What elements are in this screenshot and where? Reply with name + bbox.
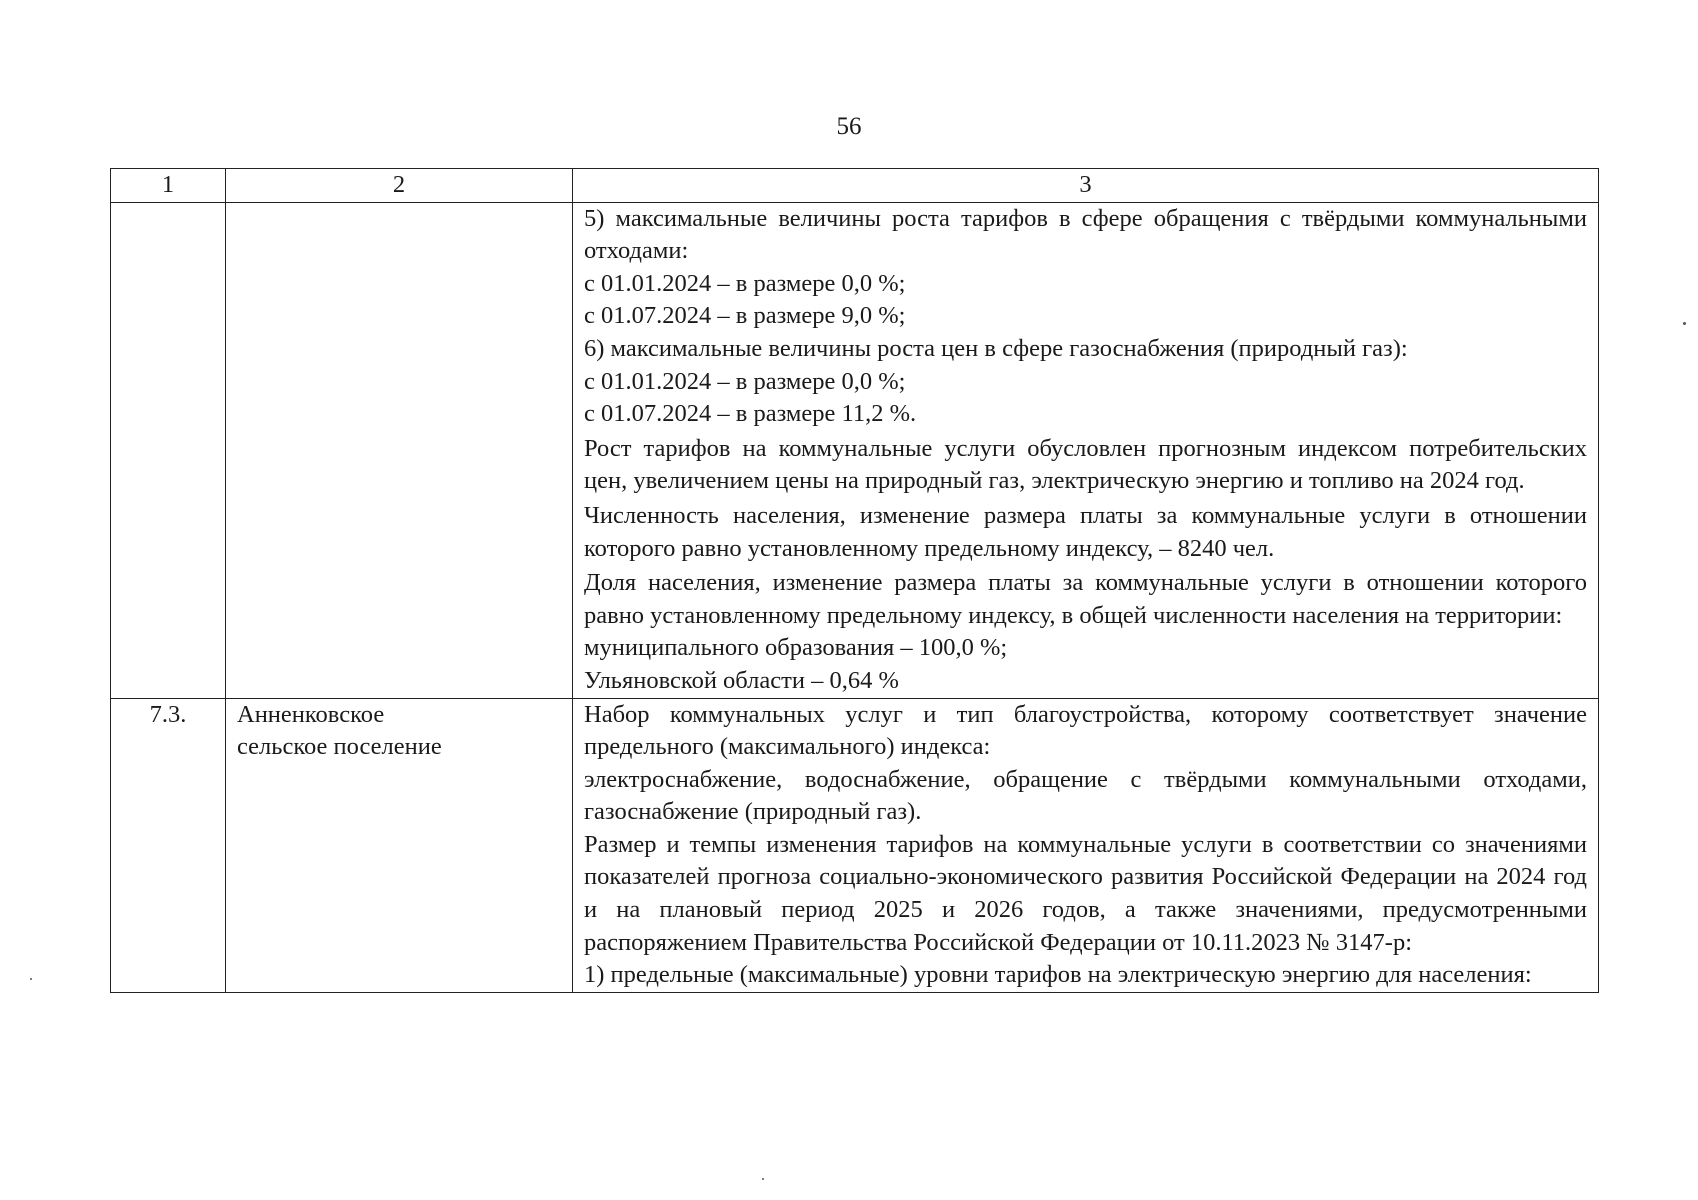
text-paragraph: Численность населения, изменение размера платы за коммунальные услуги в отношении которого равно установленному предельному индексу, – 8240 чел. [584,501,1587,562]
settlement-name-line: сельское поселение [237,733,442,761]
table-row [111,202,1599,698]
header-col-3: 3 [573,169,1599,203]
row-number-cell [111,202,226,698]
text-paragraph: Доля населения, изменение размера платы за коммунальные услуги в отношении которого равно установленному предельному индексу, в общей численности населения на территории: [584,569,1587,629]
text-line: с 01.07.2024 – в размере 11,2 %. [584,400,917,428]
text-line: с 01.01.2024 – в размере 0,0 %; [584,269,906,297]
text-line: 6) максимальные величины роста цен в сфере газоснабжения (природный газ): [584,334,1408,362]
row-text-cell [573,202,1599,698]
settlement-name-line: Анненковское [237,700,385,728]
table-header-row [111,169,1599,203]
header-col-2: 2 [226,169,573,203]
text-paragraph: Размер и темпы изменения тарифов на коммунальные услуги в соответствии со значениями показателей прогноза социально-экономического развития Российской Федерации на 2024 год и на плановый период 2025 и 2026 годов, а также значениями, предусмотренными распоряжением Правительства Российской Федерации от 10.11.2023 № 3147-р: [584,830,1587,956]
scan-speck [30,978,32,980]
tariff-table [110,168,1599,993]
page-number: 56 [836,113,862,140]
header-col-1: 1 [111,169,226,203]
table-row [111,698,1599,992]
text-line: муниципального образования – 100,0 %; [584,634,1008,662]
scan-speck [762,1178,764,1180]
row-name-cell [226,202,573,698]
text-paragraph: Набор коммунальных услуг и тип благоустройства, которому соответствует значение предельного (максимального) индекса: [584,700,1587,761]
row-text-cell [573,698,1599,992]
row-number-cell: 7.3. [111,698,226,992]
text-paragraph: Рост тарифов на коммунальные услуги обусловлен прогнозным индексом потребительских цен, увеличением цены на природный газ, электрическую энергию и топливо на 2024 год. [584,434,1587,495]
text-line: Ульяновской области – 0,64 % [584,666,899,694]
text-paragraph: 5) максимальные величины роста тарифов в сфере обращения с твёрдыми коммунальными отходами: [584,204,1587,265]
text-line: с 01.07.2024 – в размере 9,0 %; [584,302,906,330]
text-paragraph: электроснабжение, водоснабжение, обращение с твёрдыми коммунальными отходами, газоснабжение (природный газ). [584,765,1587,826]
text-line: с 01.01.2024 – в размере 0,0 %; [584,367,906,395]
scan-speck [1683,322,1686,325]
row-name-cell [226,698,573,992]
text-paragraph: 1) предельные (максимальные) уровни тарифов на электрическую энергию для населения: [584,961,1532,989]
